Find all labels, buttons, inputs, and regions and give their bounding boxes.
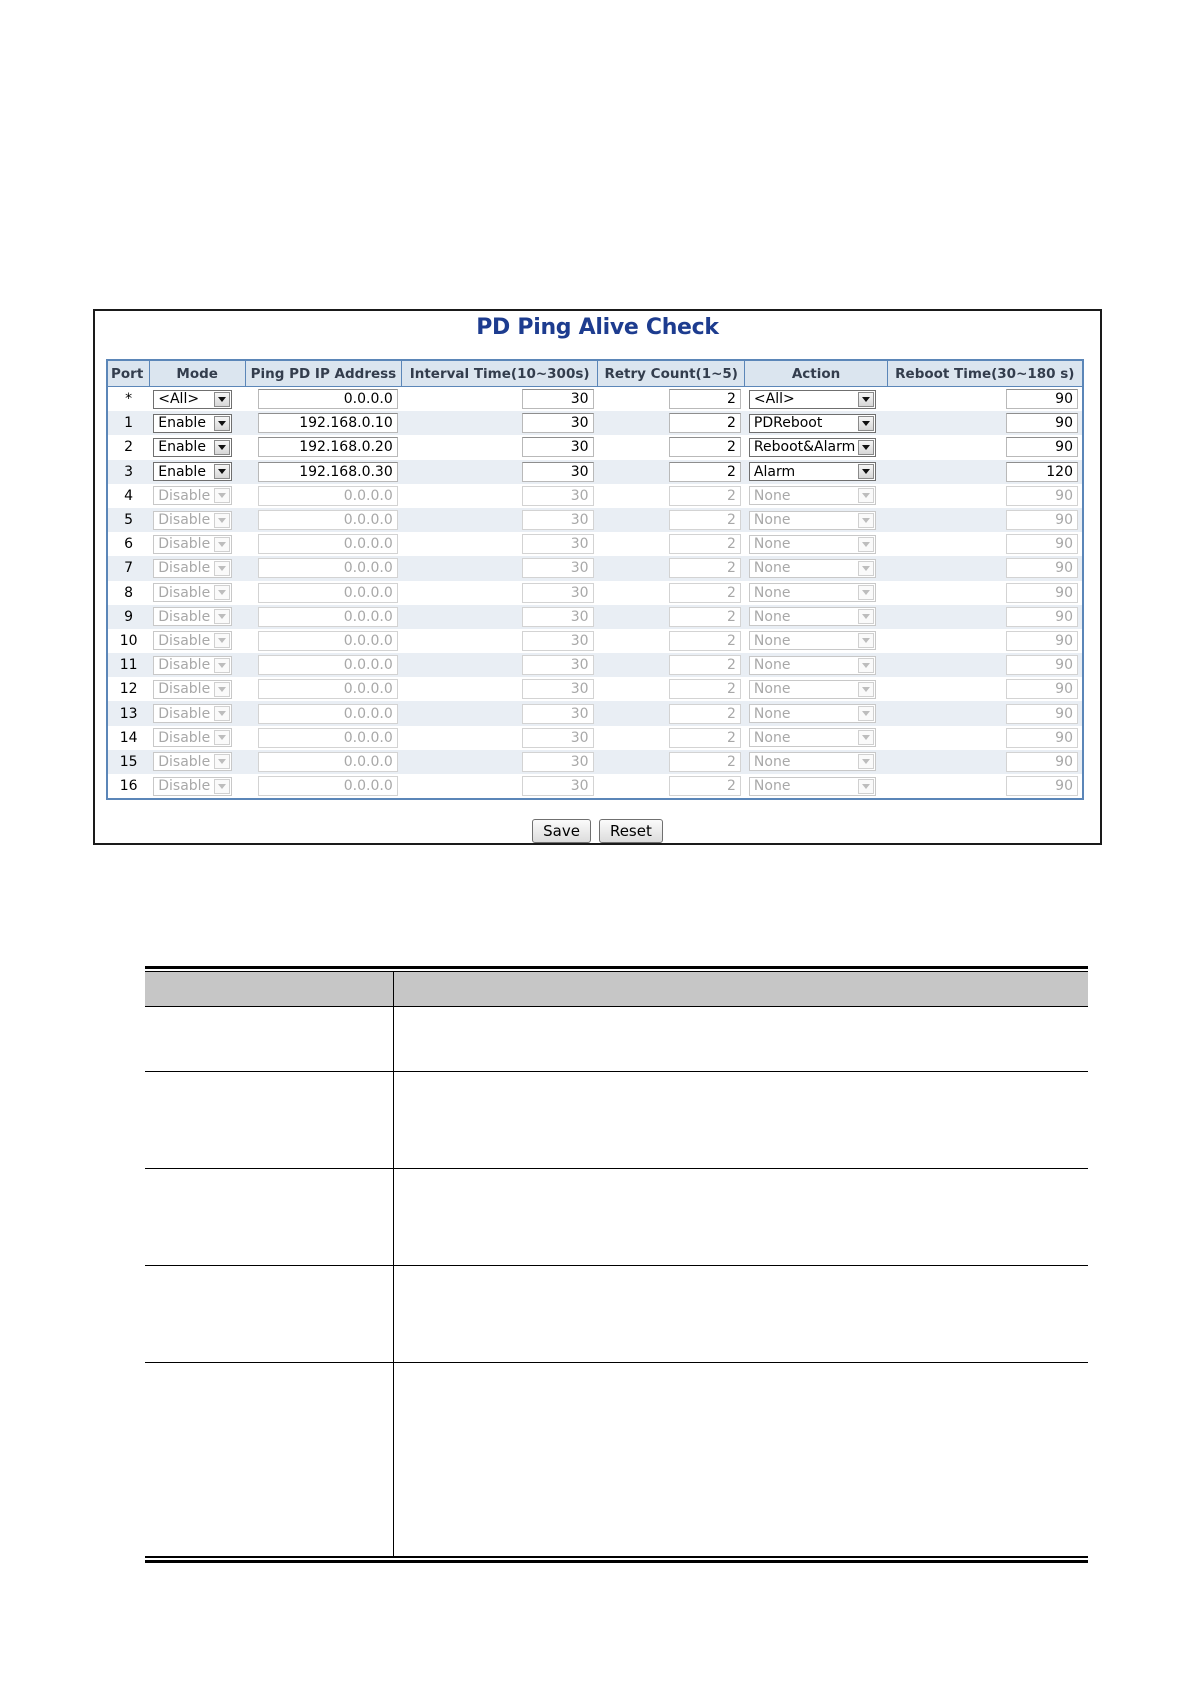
reboot-time-input[interactable]: 90 — [1006, 389, 1078, 409]
chevron-down-icon[interactable] — [214, 488, 230, 503]
port-cell: 16 — [107, 774, 149, 799]
mode-select[interactable] — [153, 486, 232, 505]
table-row — [107, 629, 1083, 653]
interval-time-input[interactable]: 30 — [522, 558, 594, 578]
ip-address-input[interactable]: 192.168.0.20 — [258, 437, 398, 457]
retry-count-input[interactable]: 2 — [669, 583, 741, 603]
action-select-value: None — [753, 560, 791, 577]
reboot-time-input[interactable]: 90 — [1006, 679, 1078, 699]
mode-select[interactable] — [153, 390, 232, 409]
mode-select-value: Disable — [158, 584, 211, 601]
retry-count-input[interactable]: 2 — [669, 704, 741, 724]
save-button[interactable]: Save — [532, 819, 591, 843]
chevron-down-icon[interactable] — [858, 609, 874, 624]
description-row — [145, 1169, 1088, 1266]
chevron-down-icon[interactable] — [858, 464, 874, 479]
ip-address-input[interactable]: 192.168.0.10 — [258, 413, 398, 433]
retry-count-input[interactable]: 2 — [669, 437, 741, 457]
action-select[interactable] — [749, 631, 876, 650]
ip-address-input[interactable]: 0.0.0.0 — [258, 679, 398, 699]
port-cell: 8 — [107, 581, 149, 605]
chevron-down-icon[interactable] — [858, 682, 874, 697]
interval-time-input[interactable]: 30 — [522, 486, 594, 506]
column-header-action: Action — [745, 360, 887, 387]
column-header-retry: Retry Count(1~5) — [598, 360, 745, 387]
chevron-down-icon[interactable] — [858, 779, 874, 794]
reboot-time-input[interactable]: 90 — [1006, 752, 1078, 772]
mode-select[interactable] — [153, 462, 232, 481]
chevron-down-icon[interactable] — [858, 585, 874, 600]
retry-count-input[interactable]: 2 — [669, 655, 741, 675]
reboot-time-input[interactable]: 90 — [1006, 631, 1078, 651]
action-select-value: None — [753, 657, 791, 674]
mode-select-value: Disable — [158, 560, 211, 577]
table-bottom-rule — [145, 1560, 1088, 1563]
reboot-time-input[interactable]: 90 — [1006, 558, 1078, 578]
interval-time-input[interactable]: 30 — [522, 752, 594, 772]
retry-count-input[interactable]: 2 — [669, 558, 741, 578]
mode-select-value: Disable — [158, 512, 211, 529]
table-row — [107, 726, 1083, 750]
chevron-down-icon[interactable] — [214, 658, 230, 673]
action-select-value: None — [753, 632, 791, 649]
description-table — [145, 966, 1088, 1563]
interval-time-input[interactable]: 30 — [522, 728, 594, 748]
interval-time-input[interactable]: 30 — [522, 776, 594, 796]
action-select-value: None — [753, 512, 791, 529]
reboot-time-input[interactable]: 90 — [1006, 728, 1078, 748]
action-select-value: Alarm — [753, 463, 796, 480]
action-select[interactable] — [749, 752, 876, 771]
port-cell: 13 — [107, 701, 149, 725]
mode-select[interactable] — [153, 704, 232, 723]
chevron-down-icon[interactable] — [858, 730, 874, 745]
mode-select[interactable] — [153, 656, 232, 675]
ip-address-input[interactable]: 0.0.0.0 — [258, 776, 398, 796]
table-row — [107, 750, 1083, 774]
action-select[interactable] — [749, 486, 876, 505]
chevron-down-icon[interactable] — [214, 779, 230, 794]
action-select-value: Reboot&Alarm — [753, 439, 856, 456]
interval-time-input[interactable]: 30 — [522, 510, 594, 530]
retry-count-input[interactable]: 2 — [669, 607, 741, 627]
mode-select[interactable] — [153, 414, 232, 433]
action-select[interactable] — [749, 656, 876, 675]
mode-select-value: Enable — [158, 439, 206, 456]
mode-select[interactable] — [153, 583, 232, 602]
reboot-time-input[interactable]: 90 — [1006, 776, 1078, 796]
chevron-down-icon[interactable] — [858, 658, 874, 673]
interval-time-input[interactable]: 30 — [522, 583, 594, 603]
mode-select[interactable] — [153, 728, 232, 747]
description-row — [145, 1007, 1088, 1072]
action-select[interactable] — [749, 777, 876, 796]
port-cell: 12 — [107, 677, 149, 701]
reboot-time-input[interactable]: 90 — [1006, 704, 1078, 724]
ip-address-input[interactable]: 192.168.0.30 — [258, 462, 398, 482]
mode-select[interactable] — [153, 535, 232, 554]
action-select-value: None — [753, 681, 791, 698]
action-select[interactable] — [749, 583, 876, 602]
ip-address-input[interactable]: 0.0.0.0 — [258, 583, 398, 603]
description-row — [145, 1072, 1088, 1169]
chevron-down-icon[interactable] — [214, 513, 230, 528]
retry-count-input[interactable]: 2 — [669, 776, 741, 796]
port-cell: 7 — [107, 556, 149, 580]
chevron-down-icon[interactable] — [858, 513, 874, 528]
chevron-down-icon[interactable] — [214, 633, 230, 648]
description-row — [145, 1363, 1088, 1557]
mode-select-value: Disable — [158, 729, 211, 746]
action-select-value: <All> — [753, 391, 795, 408]
mode-select-value: Disable — [158, 753, 211, 770]
mode-select-value: <All> — [158, 391, 200, 408]
action-select[interactable] — [749, 462, 876, 481]
mode-select-value: Disable — [158, 536, 211, 553]
ip-address-input[interactable]: 0.0.0.0 — [258, 631, 398, 651]
reboot-time-input[interactable]: 90 — [1006, 437, 1078, 457]
ip-address-input[interactable]: 0.0.0.0 — [258, 486, 398, 506]
port-cell: 1 — [107, 411, 149, 435]
table-body — [107, 387, 1083, 800]
interval-time-input[interactable]: 30 — [522, 534, 594, 554]
action-select[interactable] — [749, 559, 876, 578]
mode-select[interactable] — [153, 559, 232, 578]
mode-select-value: Disable — [158, 608, 211, 625]
action-select[interactable] — [749, 704, 876, 723]
mode-select-value: Disable — [158, 681, 211, 698]
port-cell: 9 — [107, 605, 149, 629]
interval-time-input[interactable]: 30 — [522, 437, 594, 457]
ip-address-input[interactable]: 0.0.0.0 — [258, 704, 398, 724]
action-select[interactable] — [749, 535, 876, 554]
port-cell: 5 — [107, 508, 149, 532]
pd-ping-alive-check-panel — [93, 309, 1102, 845]
action-select-value: None — [753, 487, 791, 504]
reboot-time-input[interactable]: 90 — [1006, 607, 1078, 627]
port-cell: * — [107, 387, 149, 412]
chevron-down-icon[interactable] — [214, 537, 230, 552]
port-cell: 3 — [107, 460, 149, 484]
interval-time-input[interactable]: 30 — [522, 607, 594, 627]
retry-count-input[interactable]: 2 — [669, 534, 741, 554]
column-header-reboot: Reboot Time(30~180 s) — [887, 360, 1083, 387]
table-row — [107, 387, 1083, 412]
chevron-down-icon[interactable] — [858, 416, 874, 431]
action-select-value: None — [753, 536, 791, 553]
description-header-object — [145, 972, 394, 1006]
reboot-time-input[interactable]: 90 — [1006, 583, 1078, 603]
chevron-down-icon[interactable] — [214, 754, 230, 769]
port-cell: 15 — [107, 750, 149, 774]
ip-address-input[interactable]: 0.0.0.0 — [258, 510, 398, 530]
retry-count-input[interactable]: 2 — [669, 462, 741, 482]
action-select[interactable] — [749, 414, 876, 433]
table-row — [107, 774, 1083, 799]
chevron-down-icon[interactable] — [858, 633, 874, 648]
chevron-down-icon[interactable] — [214, 609, 230, 624]
ip-address-input[interactable]: 0.0.0.0 — [258, 558, 398, 578]
ip-address-input[interactable]: 0.0.0.0 — [258, 655, 398, 675]
retry-count-input[interactable]: 2 — [669, 752, 741, 772]
mode-select[interactable] — [153, 438, 232, 457]
ip-address-input[interactable]: 0.0.0.0 — [258, 752, 398, 772]
chevron-down-icon[interactable] — [214, 730, 230, 745]
mode-select-value: Enable — [158, 463, 206, 480]
ip-address-input[interactable]: 0.0.0.0 — [258, 728, 398, 748]
table-row — [107, 605, 1083, 629]
chevron-down-icon[interactable] — [214, 585, 230, 600]
port-cell: 6 — [107, 532, 149, 556]
reboot-time-input[interactable]: 120 — [1006, 462, 1078, 482]
retry-count-input[interactable]: 2 — [669, 389, 741, 409]
ip-address-input[interactable]: 0.0.0.0 — [258, 607, 398, 627]
mode-select-value: Disable — [158, 632, 211, 649]
chevron-down-icon[interactable] — [858, 706, 874, 721]
reboot-time-input[interactable]: 90 — [1006, 413, 1078, 433]
mode-select-value: Enable — [158, 415, 206, 432]
table-row — [107, 435, 1083, 459]
chevron-down-icon[interactable] — [858, 440, 874, 455]
description-row — [145, 1266, 1088, 1363]
column-header-port: Port — [107, 360, 149, 387]
reboot-time-input[interactable]: 90 — [1006, 510, 1078, 530]
mode-select[interactable] — [153, 752, 232, 771]
table-row — [107, 556, 1083, 580]
mode-select-value: Disable — [158, 778, 211, 795]
action-select-value: None — [753, 729, 791, 746]
interval-time-input[interactable]: 30 — [522, 413, 594, 433]
interval-time-input[interactable]: 30 — [522, 679, 594, 699]
action-select[interactable] — [749, 728, 876, 747]
reboot-time-input[interactable]: 90 — [1006, 486, 1078, 506]
table-row — [107, 484, 1083, 508]
mode-select[interactable] — [153, 607, 232, 626]
table-row — [107, 532, 1083, 556]
interval-time-input[interactable]: 30 — [522, 631, 594, 651]
table-row — [107, 653, 1083, 677]
table-row — [107, 677, 1083, 701]
reboot-time-input[interactable]: 90 — [1006, 534, 1078, 554]
action-select[interactable] — [749, 511, 876, 530]
mode-select[interactable] — [153, 777, 232, 796]
port-cell: 4 — [107, 484, 149, 508]
mode-select[interactable] — [153, 511, 232, 530]
table-row — [107, 508, 1083, 532]
form-buttons — [95, 819, 1100, 843]
action-select-value: PDReboot — [753, 415, 823, 432]
column-header-interval: Interval Time(10~300s) — [402, 360, 598, 387]
port-cell: 11 — [107, 653, 149, 677]
description-header-description — [394, 972, 1088, 1006]
action-select-value: None — [753, 705, 791, 722]
page-title: PD Ping Alive Check — [476, 315, 719, 340]
port-cell: 10 — [107, 629, 149, 653]
chevron-down-icon[interactable] — [214, 561, 230, 576]
pd-ping-config-table — [106, 359, 1084, 800]
ip-address-input[interactable]: 0.0.0.0 — [258, 389, 398, 409]
chevron-down-icon[interactable] — [214, 416, 230, 431]
action-select[interactable] — [749, 390, 876, 409]
chevron-down-icon[interactable] — [214, 392, 230, 407]
retry-count-input[interactable]: 2 — [669, 486, 741, 506]
retry-count-input[interactable]: 2 — [669, 631, 741, 651]
action-select-value: None — [753, 608, 791, 625]
port-cell: 14 — [107, 726, 149, 750]
action-select-value: None — [753, 584, 791, 601]
ip-address-input[interactable]: 0.0.0.0 — [258, 534, 398, 554]
mode-select[interactable] — [153, 680, 232, 699]
chevron-down-icon[interactable] — [214, 706, 230, 721]
table-row — [107, 581, 1083, 605]
chevron-down-icon[interactable] — [214, 682, 230, 697]
table-row — [107, 460, 1083, 484]
retry-count-input[interactable]: 2 — [669, 413, 741, 433]
retry-count-input[interactable]: 2 — [669, 728, 741, 748]
mode-select-value: Disable — [158, 487, 211, 504]
table-header-row — [107, 360, 1083, 387]
port-cell: 2 — [107, 435, 149, 459]
mode-select[interactable] — [153, 631, 232, 650]
chevron-down-icon[interactable] — [214, 464, 230, 479]
action-select-value: None — [753, 778, 791, 795]
description-header-row — [145, 972, 1088, 1006]
interval-time-input[interactable]: 30 — [522, 389, 594, 409]
chevron-down-icon[interactable] — [214, 440, 230, 455]
mode-select-value: Disable — [158, 657, 211, 674]
reset-button[interactable]: Reset — [599, 819, 663, 843]
interval-time-input[interactable]: 30 — [522, 655, 594, 675]
column-header-ip: Ping PD IP Address — [245, 360, 402, 387]
chevron-down-icon[interactable] — [858, 754, 874, 769]
chevron-down-icon[interactable] — [858, 392, 874, 407]
action-select[interactable] — [749, 438, 876, 457]
chevron-down-icon[interactable] — [858, 561, 874, 576]
chevron-down-icon[interactable] — [858, 537, 874, 552]
reboot-time-input[interactable]: 90 — [1006, 655, 1078, 675]
action-select[interactable] — [749, 680, 876, 699]
mode-select-value: Disable — [158, 705, 211, 722]
action-select-value: None — [753, 753, 791, 770]
chevron-down-icon[interactable] — [858, 488, 874, 503]
table-row — [107, 701, 1083, 725]
interval-time-input[interactable]: 30 — [522, 704, 594, 724]
interval-time-input[interactable]: 30 — [522, 462, 594, 482]
retry-count-input[interactable]: 2 — [669, 510, 741, 530]
table-row — [107, 411, 1083, 435]
retry-count-input[interactable]: 2 — [669, 679, 741, 699]
column-header-mode: Mode — [149, 360, 245, 387]
action-select[interactable] — [749, 607, 876, 626]
